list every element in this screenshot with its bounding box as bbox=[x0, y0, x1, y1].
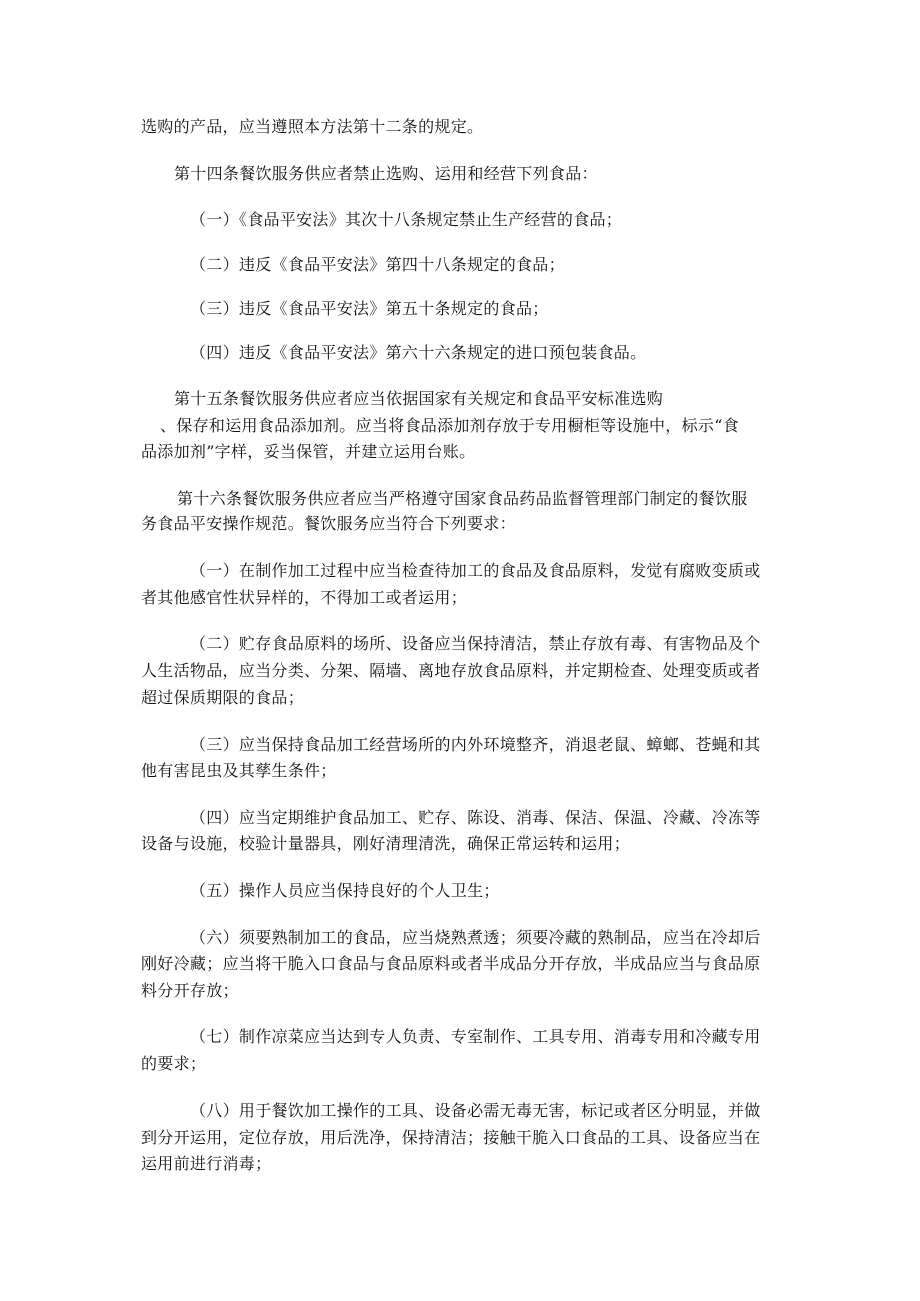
text-line: （三）违反《食品平安法》第五十条规定的食品； bbox=[190, 299, 549, 318]
text-line: 务食品平安操作规范。餐饮服务应当符合下列要求： bbox=[141, 514, 516, 533]
text-line: （六）须要熟制加工的食品，应当烧熟煮透；须要冷藏的熟制品，应当在冷却后 bbox=[190, 928, 761, 947]
text-line: （一）在制作加工过程中应当检查待加工的食品及食品原料，发觉有腐败变质或 bbox=[190, 561, 761, 580]
text-line: 设备与设施，校验计量器具，刚好清理清洗，确保正常运转和运用； bbox=[141, 834, 631, 853]
text-line: 运用前进行消毒； bbox=[141, 1154, 272, 1173]
text-line: 选购的产品，应当遵照本方法第十二条的规定。 bbox=[141, 117, 484, 136]
text-line: 料分开存放； bbox=[141, 981, 239, 1000]
text-line: （五）操作人员应当保持良好的个人卫生； bbox=[190, 881, 500, 900]
text-line: 到分开运用，定位存放，用后洗净，保持清洁；接触干脆入口食品的工具、设备应当在 bbox=[141, 1128, 761, 1147]
text-line: （八）用于餐饮加工操作的工具、设备必需无毒无害，标记或者区分明显，并做 bbox=[190, 1101, 761, 1120]
text-line: 的要求； bbox=[141, 1054, 207, 1073]
text-line: 第十四条餐饮服务供应者禁止选购、运用和经营下列食品： bbox=[174, 164, 598, 183]
text-line: （四）应当定期维护食品加工、贮存、陈设、消毒、保洁、保温、冷藏、冷冻等 bbox=[190, 808, 761, 827]
text-line: （三）应当保持食品加工经营场所的内外环境整齐，消退老鼠、蟑螂、苍蝇和其 bbox=[190, 735, 761, 754]
text-line: 超过保质期限的食品； bbox=[141, 688, 305, 707]
text-line: 品添加剂”字样，妥当保管，并建立运用台账。 bbox=[141, 442, 476, 461]
text-line: 他有害昆虫及其孳生条件； bbox=[141, 761, 337, 780]
text-line: （二）违反《食品平安法》第四十八条规定的食品； bbox=[190, 255, 565, 274]
text-line: 第十六条餐饮服务供应者应当严格遵守国家食品药品监督管理部门制定的餐饮服 bbox=[177, 489, 748, 508]
text-line: （一）《食品平安法》其次十八条规定禁止生产经营的食品； bbox=[190, 210, 623, 229]
text-line: 刚好冷藏；应当将干脆入口食品与食品原料或者半成品分开存放，半成品应当与食品原 bbox=[141, 954, 761, 973]
text-line: （二）贮存食品原料的场所、设备应当保持清洁，禁止存放有毒、有害物品及个 bbox=[190, 634, 761, 653]
text-line: 第十五条餐饮服务供应者应当依据国家有关规定和食品平安标准选购 bbox=[174, 389, 664, 408]
text-line: 人生活物品，应当分类、分架、隔墙、离地存放食品原料，并定期检查、处理变质或者 bbox=[141, 661, 761, 680]
text-line: （四）违反《食品平安法》第六十六条规定的进口预包装食品。 bbox=[190, 343, 647, 362]
text-line: 者其他感官性状异样的，不得加工或者运用； bbox=[141, 588, 468, 607]
text-line: 、保存和运用食品添加剂。应当将食品添加剂存放于专用橱柜等设施中，标示“食 bbox=[160, 416, 739, 435]
text-line: （七）制作凉菜应当达到专人负责、专室制作、工具专用、消毒专用和冷藏专用 bbox=[190, 1027, 761, 1046]
